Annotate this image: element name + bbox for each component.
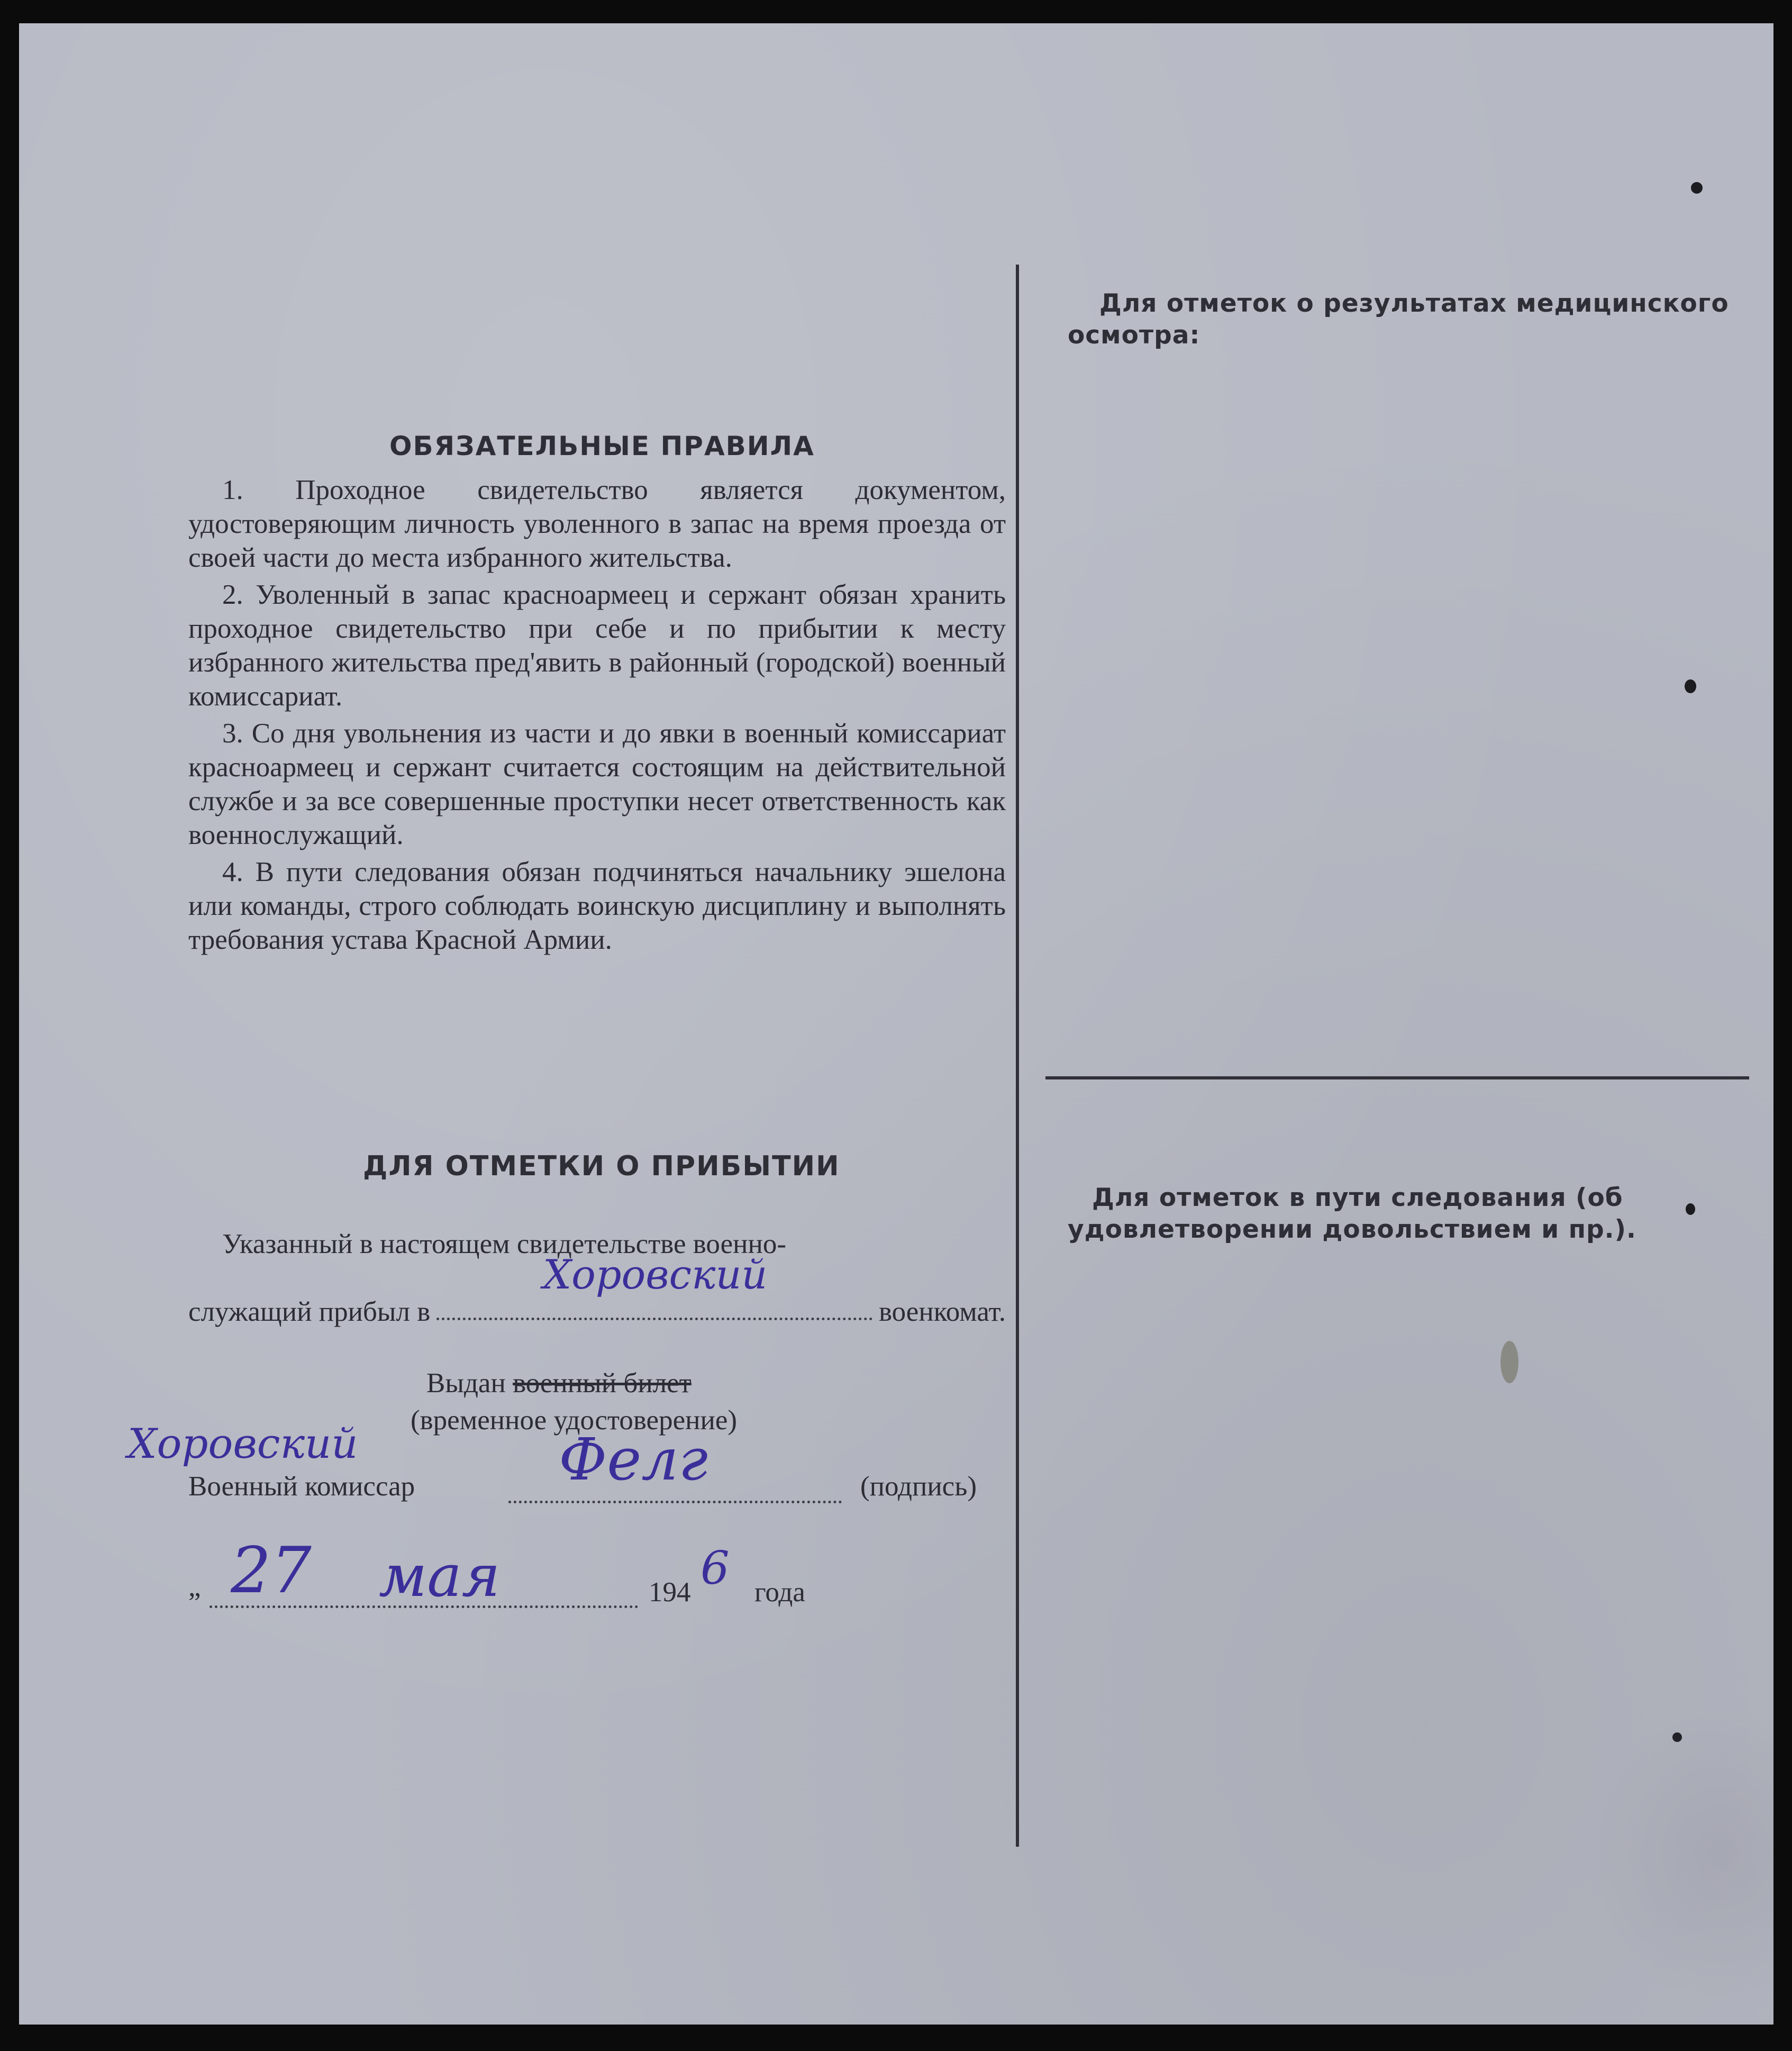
right-section-divider xyxy=(1045,1076,1749,1079)
arrival-fill-line xyxy=(436,1312,872,1320)
rules-list xyxy=(188,473,1006,960)
signature-line xyxy=(508,1501,842,1503)
year-handwritten: 6 xyxy=(701,1542,730,1595)
paper-discoloration xyxy=(1575,1690,1773,2018)
rule-item: 2. Уволенный в запас красноармеец и сержант обязан хранить проходное свидетельство при себе и по прибытии к месту избранного жительства пред'явить в районный (городской) военный комиссариат. xyxy=(188,579,1006,712)
rule-item: 3. Со дня увольнения из части и до явки в военный комиссариат красноармеец и сержант считается состоящим на действительной службе и за все совершенные проступки несет ответственность как военнослужащий. xyxy=(188,718,1006,850)
medical-exam-heading: Для отметок о результатах медицинского осмотра: xyxy=(1068,289,1729,350)
handwritten-district: Хоровский xyxy=(128,1420,358,1468)
issued-label xyxy=(426,1367,692,1399)
paper-speck xyxy=(1691,182,1703,194)
year-printed: 194 xyxy=(649,1577,691,1608)
handwritten-month: мая xyxy=(379,1542,501,1610)
commissar-label: Военный комиссар xyxy=(188,1471,415,1502)
handwritten-day: 27 xyxy=(231,1534,312,1608)
date-quote: „ xyxy=(188,1572,201,1602)
arrival-title: ДЛЯ ОТМЕТКИ О ПРИБЫТИИ xyxy=(363,1150,840,1182)
arrival-line xyxy=(188,1296,1006,1328)
rule-item: 1. Проходное свидетельство является документом, удостоверяющим личность уволенного в запас на время проезда от своей части до места избранного жительства. xyxy=(188,475,1006,573)
issued-note: (временное удостоверение) xyxy=(411,1405,738,1436)
arrival-suffix: военкомат. xyxy=(878,1296,1006,1327)
arrival-prefix: служащий прибыл в xyxy=(188,1296,431,1327)
year-word: года xyxy=(754,1577,805,1608)
route-notes-heading: Для отметок в пути следования (об удовлетворении довольствием и пр.). xyxy=(1068,1183,1636,1244)
document-page xyxy=(19,23,1773,2025)
signature: Фелг xyxy=(559,1426,708,1493)
column-divider xyxy=(1016,265,1019,1847)
issued-struck-text: военный билет xyxy=(513,1368,692,1399)
paper-stain xyxy=(1500,1341,1518,1383)
signature-note: (подпись) xyxy=(860,1471,977,1502)
issued-text: Выдан xyxy=(426,1368,506,1399)
rule-item: 4. В пути следования обязан подчиняться начальнику эшелона или команды, строго соблюдать воинскую дисциплину и выполнять требования устава Красной Армии. xyxy=(188,857,1006,955)
paper-speck xyxy=(1685,679,1696,693)
handwritten-place: Хоровский xyxy=(543,1251,768,1298)
arrival-text: Указанный в настоящем свидетельстве военно- xyxy=(222,1229,786,1259)
rules-title: ОБЯЗАТЕЛЬНЫЕ ПРАВИЛА xyxy=(389,431,815,461)
paper-speck xyxy=(1686,1203,1695,1215)
